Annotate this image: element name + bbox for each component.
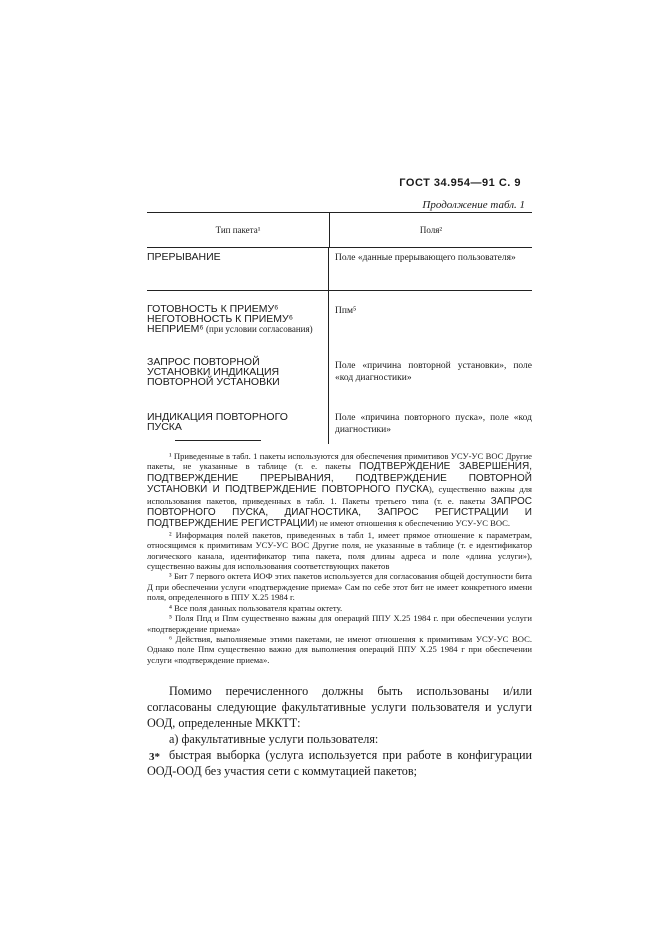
footnote-text: ), существенно важны для использования пакетов, приведенных в табл. 1. Пакеты третьего типа (т. е. пакеты	[147, 484, 533, 506]
footnotes	[147, 451, 532, 665]
packet-table	[147, 212, 532, 444]
footnote-text: ¹ Приведенные в табл. 1 пакеты используются для обеспечения примитивов УСУ-УС ВОС Другие пакеты, не указанные в таблице (т. е. пакеты	[147, 451, 532, 472]
signature-mark: 3*	[149, 751, 160, 763]
footnote-6: ⁶ Действия, выполняемые этими пакетами, не имеют отношения к примитивам УСУ-УС ВОС. Однако поле Ппм существенно важно для выполнения операций ППУ Х.25 1984 г при обеспечении услуги «подтверждение приема».	[147, 633, 532, 665]
footnote-5: ⁵ Поля Ппд и Ппм существенно важны для операций ППУ Х.25 1984 г. при обеспечении услуги «подтверждение приема»	[147, 613, 532, 634]
col-packet-type-header: Тип пакета¹	[147, 213, 330, 247]
table-row	[147, 346, 532, 404]
footnote-3: ³ Бит 7 первого октета ИОФ этих пакетов используется для согласования общей доступности бита Д при обеспечении услуги «подтверждение приема» Сам по себе этот бит не имеет конкретного имени поля, определенного в ППУ Х.25 1984 г.	[147, 571, 532, 603]
packet-type-note: (при условии согласования)	[203, 324, 313, 334]
table-row	[147, 404, 532, 444]
footnote-caps: ЗАПРОС ПОВТОРНОГО ПУСКА, ДИАГНОСТИКА, ЗАПРОС РЕГИСТРАЦИИ И ПОДТВЕРЖДЕНИЕ РЕГИСТРАЦИИ	[147, 495, 532, 530]
table-row	[147, 248, 532, 291]
packet-type-cell	[147, 291, 329, 346]
footnote-text: ) не имеют отношения к обеспечению УСУ-УС ВОС.	[314, 518, 511, 529]
table-header-row	[147, 213, 532, 248]
col-fields-header: Поля²	[419, 225, 443, 235]
footnote-1	[147, 451, 532, 530]
fields-cell: Поле «причина повторного пуска», поле «код диагностики»	[335, 413, 532, 435]
fields-cell: Поле «данные прерывающего пользователя»	[335, 253, 516, 263]
packet-type-line	[147, 324, 324, 334]
packet-type-line: ГОТОВНОСТЬ К ПРИЕМУ⁶	[147, 303, 279, 315]
packet-type-cell: ИНДИКАЦИЯ ПОВТОРНОГО ПУСКА	[147, 404, 329, 444]
paragraph: а) факультативные услуги пользователя:	[169, 732, 379, 746]
page-header: ГОСТ 34.954—91 С. 9	[399, 177, 521, 189]
packet-type-cell: ПРЕРЫВАНИЕ	[147, 248, 329, 290]
paragraph: быстрая выборка (услуга используется при работе в конфигурации ООД-ООД без участия сети с коммутацией пакетов;	[147, 748, 532, 778]
table-row	[147, 291, 532, 346]
paragraph: Помимо перечисленного должны быть использованы и/или согласованы следующие факультативные услуги пользователя и услуги ООД, определенные МККТТ:	[147, 684, 532, 730]
footnote-caps: ПОДТВЕРЖДЕНИЕ ЗАВЕРШЕНИЯ, ПОДТВЕРЖДЕНИЕ ПРЕРЫВАНИЯ, ПОДТВЕРЖДЕНИЕ ПОВТОРНОЙ УСТАНОВКИ И ПОДТВЕРЖДЕНИЕ ПОВТОРНОГО ПУСКА	[147, 461, 532, 496]
footnote-4: ⁴ Все поля данных пользователя кратны октету.	[169, 602, 343, 613]
body-text	[147, 683, 532, 779]
fields-cell: Ппм⁵	[335, 306, 357, 316]
packet-type-name: НЕПРИЕМ⁶	[147, 323, 204, 335]
footnote-divider	[175, 440, 261, 441]
table-continuation-label: Продолжение табл. 1	[422, 199, 525, 211]
packet-type-line: НЕГОТОВНОСТЬ К ПРИЕМУ⁶	[147, 313, 294, 325]
fields-cell: Поле «причина повторной установки», поле «код диагностики»	[335, 361, 532, 383]
packet-type-cell: ЗАПРОС ПОВТОРНОЙ УСТАНОВКИ ИНДИКАЦИЯ ПОВТОРНОЙ УСТАНОВКИ	[147, 346, 329, 404]
footnote-2: ² Информация полей пакетов, приведенных в табл 1, имеет прямое отношение к параметрам, относящимся к примитивам УСУ-УС ВОС Другие поля, не указанные в таблице (т. е идентификатор логического канала, идентификатор типа пакета, поля длины адреса и поле «длина услуги»), существенно важны для использования соответствующих пакетов	[147, 529, 532, 572]
